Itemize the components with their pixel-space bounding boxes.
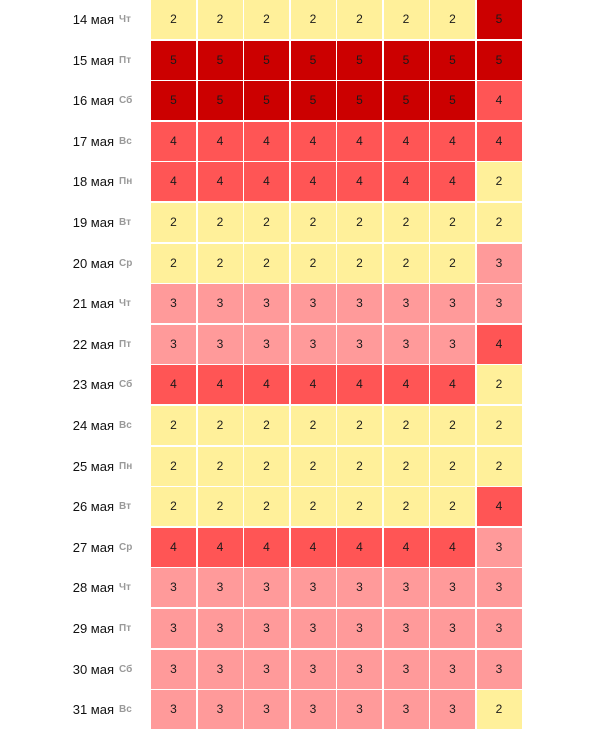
level-cell: 3: [477, 568, 522, 607]
level-cell: 4: [291, 162, 336, 201]
table-row: [0, 325, 520, 364]
level-cell: 2: [384, 0, 429, 39]
level-cell: 2: [384, 406, 429, 445]
level-cell: 2: [384, 203, 429, 242]
level-cell: 3: [291, 650, 336, 689]
level-cell: 3: [477, 609, 522, 648]
level-cell: 3: [384, 284, 429, 323]
level-cell: 3: [337, 650, 382, 689]
level-cell: 2: [198, 244, 243, 283]
row-weekday: Вс: [119, 135, 132, 147]
level-cell: 3: [384, 650, 429, 689]
row-weekday: Пн: [119, 460, 133, 472]
level-cell: 4: [244, 365, 289, 404]
level-cell: 4: [477, 122, 522, 161]
level-cell: 2: [477, 447, 522, 486]
level-cell: 2: [244, 0, 289, 39]
level-cell: 2: [291, 244, 336, 283]
table-row: [0, 81, 520, 120]
level-cell: 3: [244, 650, 289, 689]
row-date: 31 мая: [72, 702, 114, 718]
level-cell: 3: [430, 609, 475, 648]
table-row: [0, 447, 520, 486]
level-cell: 4: [151, 122, 196, 161]
table-row: [0, 203, 520, 242]
level-cell: 3: [151, 609, 196, 648]
row-date: 19 мая: [72, 215, 114, 230]
level-cell: 2: [430, 203, 475, 242]
level-cell: 4: [477, 487, 522, 526]
level-cell: 3: [151, 690, 196, 729]
level-cell: 2: [291, 447, 336, 486]
row-date: 23 мая: [72, 377, 114, 393]
level-cell: 4: [477, 325, 522, 364]
level-cell: 2: [337, 0, 382, 39]
level-cell: 5: [430, 81, 475, 120]
level-cell: 2: [477, 690, 522, 729]
table-row: [0, 568, 520, 607]
level-cell: 4: [384, 365, 429, 404]
level-cell: 2: [151, 203, 196, 242]
row-date: 24 мая: [72, 418, 114, 433]
level-cell: 3: [337, 284, 382, 323]
level-cell: 2: [430, 244, 475, 283]
level-cell: 2: [337, 203, 382, 242]
level-cell: 2: [151, 487, 196, 526]
level-cell: 2: [337, 244, 382, 283]
level-cell: 3: [384, 609, 429, 648]
level-cell: 3: [151, 650, 196, 689]
row-date: 21 мая: [72, 296, 114, 312]
table-row: [0, 528, 520, 567]
level-cell: 3: [198, 568, 243, 607]
level-cell: 5: [151, 81, 196, 120]
level-cell: 3: [337, 690, 382, 729]
level-cell: 5: [384, 81, 429, 120]
level-cell: 3: [198, 284, 243, 323]
row-weekday: Пт: [119, 54, 132, 66]
row-date: 25 мая: [72, 458, 114, 474]
level-cell: 4: [384, 162, 429, 201]
level-cell: 5: [244, 41, 289, 80]
level-cell: 5: [198, 41, 243, 80]
level-cell: 3: [477, 284, 522, 323]
table-row: [0, 406, 520, 445]
row-date: 14 мая: [72, 12, 114, 27]
row-date: 15 мая: [72, 52, 114, 68]
level-cell: 3: [151, 284, 196, 323]
level-cell: 3: [291, 284, 336, 323]
row-weekday: Пн: [119, 176, 133, 188]
level-cell: 3: [384, 325, 429, 364]
level-cell: 4: [198, 528, 243, 567]
level-cell: 2: [430, 487, 475, 526]
row-date: 26 мая: [72, 499, 114, 515]
level-cell: 4: [430, 365, 475, 404]
level-cell: 2: [244, 406, 289, 445]
level-cell: 4: [291, 122, 336, 161]
level-cell: 4: [430, 162, 475, 201]
level-cell: 2: [291, 487, 336, 526]
level-cell: 2: [430, 0, 475, 39]
level-cell: 4: [337, 162, 382, 201]
level-cell: 2: [337, 487, 382, 526]
row-date: 27 мая: [72, 539, 114, 555]
row-weekday: Чт: [119, 14, 131, 25]
row-date: 16 мая: [72, 93, 114, 109]
level-cell: 5: [477, 0, 522, 39]
level-cell: 2: [337, 447, 382, 486]
level-cell: 3: [337, 609, 382, 648]
level-cell: 3: [430, 284, 475, 323]
level-cell: 4: [198, 122, 243, 161]
level-cell: 2: [151, 447, 196, 486]
level-cell: 2: [477, 162, 522, 201]
level-cell: 4: [291, 528, 336, 567]
level-cell: 3: [477, 528, 522, 567]
level-cell: 2: [151, 406, 196, 445]
level-cell: 3: [291, 609, 336, 648]
row-date: 18 мая: [72, 174, 114, 190]
level-cell: 2: [477, 203, 522, 242]
row-weekday: Вт: [119, 501, 131, 513]
level-cell: 2: [384, 487, 429, 526]
row-weekday: Сб: [119, 663, 133, 675]
level-cell: 3: [477, 244, 522, 283]
row-weekday: Вс: [119, 420, 132, 431]
level-cell: 4: [477, 81, 522, 120]
row-weekday: Вт: [119, 217, 131, 228]
row-weekday: Пт: [119, 338, 132, 350]
row-weekday: Чт: [119, 582, 131, 594]
level-cell: 3: [477, 650, 522, 689]
level-cell: 2: [198, 406, 243, 445]
row-weekday: Ср: [119, 257, 133, 269]
level-cell: 4: [430, 122, 475, 161]
level-cell: 2: [477, 406, 522, 445]
table-row: [0, 41, 520, 80]
level-cell: 4: [384, 122, 429, 161]
level-cell: 3: [151, 325, 196, 364]
level-cell: 3: [291, 690, 336, 729]
level-cell: 2: [151, 0, 196, 39]
level-cell: 3: [384, 690, 429, 729]
level-cell: 3: [337, 568, 382, 607]
level-cell: 2: [244, 487, 289, 526]
level-cell: 5: [337, 41, 382, 80]
level-cell: 3: [244, 609, 289, 648]
row-date: 17 мая: [72, 133, 114, 149]
table-row: [0, 487, 520, 526]
row-weekday: Чт: [119, 298, 131, 310]
level-cell: 2: [244, 447, 289, 486]
level-cell: 4: [384, 528, 429, 567]
level-cell: 5: [291, 81, 336, 120]
level-cell: 4: [151, 365, 196, 404]
level-cell: 2: [244, 244, 289, 283]
level-cell: 2: [151, 244, 196, 283]
table-row: [0, 650, 520, 689]
level-cell: 5: [198, 81, 243, 120]
level-cell: 5: [430, 41, 475, 80]
row-date: 30 мая: [72, 661, 114, 677]
table-row: [0, 0, 520, 39]
level-cell: 2: [430, 447, 475, 486]
row-date: 20 мая: [72, 255, 114, 271]
level-cell: 4: [244, 528, 289, 567]
level-cell: 4: [151, 528, 196, 567]
level-cell: 3: [198, 609, 243, 648]
table-row: [0, 122, 520, 161]
level-cell: 2: [337, 406, 382, 445]
level-cell: 2: [291, 0, 336, 39]
level-cell: 4: [151, 162, 196, 201]
level-cell: 3: [430, 650, 475, 689]
level-cell: 2: [244, 203, 289, 242]
level-cell: 3: [151, 568, 196, 607]
table-row: [0, 365, 520, 404]
level-cell: 4: [337, 365, 382, 404]
level-cell: 3: [244, 325, 289, 364]
level-cell: 3: [430, 690, 475, 729]
level-cell: 4: [198, 162, 243, 201]
level-cell: 3: [244, 568, 289, 607]
row-date: 22 мая: [72, 336, 114, 352]
level-cell: 2: [198, 0, 243, 39]
level-cell: 3: [384, 568, 429, 607]
row-weekday: Ср: [119, 541, 133, 553]
level-cell: 3: [291, 325, 336, 364]
level-cell: 5: [151, 41, 196, 80]
level-cell: 4: [198, 365, 243, 404]
level-cell: 2: [430, 406, 475, 445]
row-date: 28 мая: [72, 580, 114, 596]
level-cell: 4: [244, 162, 289, 201]
row-weekday: Сб: [119, 379, 133, 391]
level-cell: 3: [430, 568, 475, 607]
level-cell: 4: [430, 528, 475, 567]
level-cell: 5: [291, 41, 336, 80]
level-cell: 3: [244, 284, 289, 323]
table-row: [0, 690, 520, 729]
level-cell: 3: [337, 325, 382, 364]
level-cell: 5: [384, 41, 429, 80]
row-weekday: Сб: [119, 95, 133, 107]
level-cell: 3: [430, 325, 475, 364]
level-cell: 2: [384, 244, 429, 283]
level-cell: 3: [244, 690, 289, 729]
level-cell: 4: [291, 365, 336, 404]
level-cell: 3: [198, 325, 243, 364]
level-cell: 3: [198, 690, 243, 729]
row-weekday: Вс: [119, 704, 132, 716]
row-date: 29 мая: [72, 621, 114, 636]
level-cell: 2: [291, 203, 336, 242]
table-row: [0, 284, 520, 323]
level-cell: 5: [477, 41, 522, 80]
level-cell: 2: [198, 487, 243, 526]
level-cell: 2: [198, 203, 243, 242]
level-cell: 4: [337, 122, 382, 161]
level-cell: 5: [337, 81, 382, 120]
table-row: [0, 162, 520, 201]
level-cell: 3: [291, 568, 336, 607]
level-cell: 4: [244, 122, 289, 161]
level-cell: 2: [384, 447, 429, 486]
level-cell: 3: [198, 650, 243, 689]
level-cell: 4: [337, 528, 382, 567]
level-cell: 2: [198, 447, 243, 486]
level-cell: 5: [244, 81, 289, 120]
row-weekday: Пт: [119, 623, 132, 634]
level-cell: 2: [477, 365, 522, 404]
table-row: [0, 244, 520, 283]
table-row: [0, 609, 520, 648]
level-cell: 2: [291, 406, 336, 445]
